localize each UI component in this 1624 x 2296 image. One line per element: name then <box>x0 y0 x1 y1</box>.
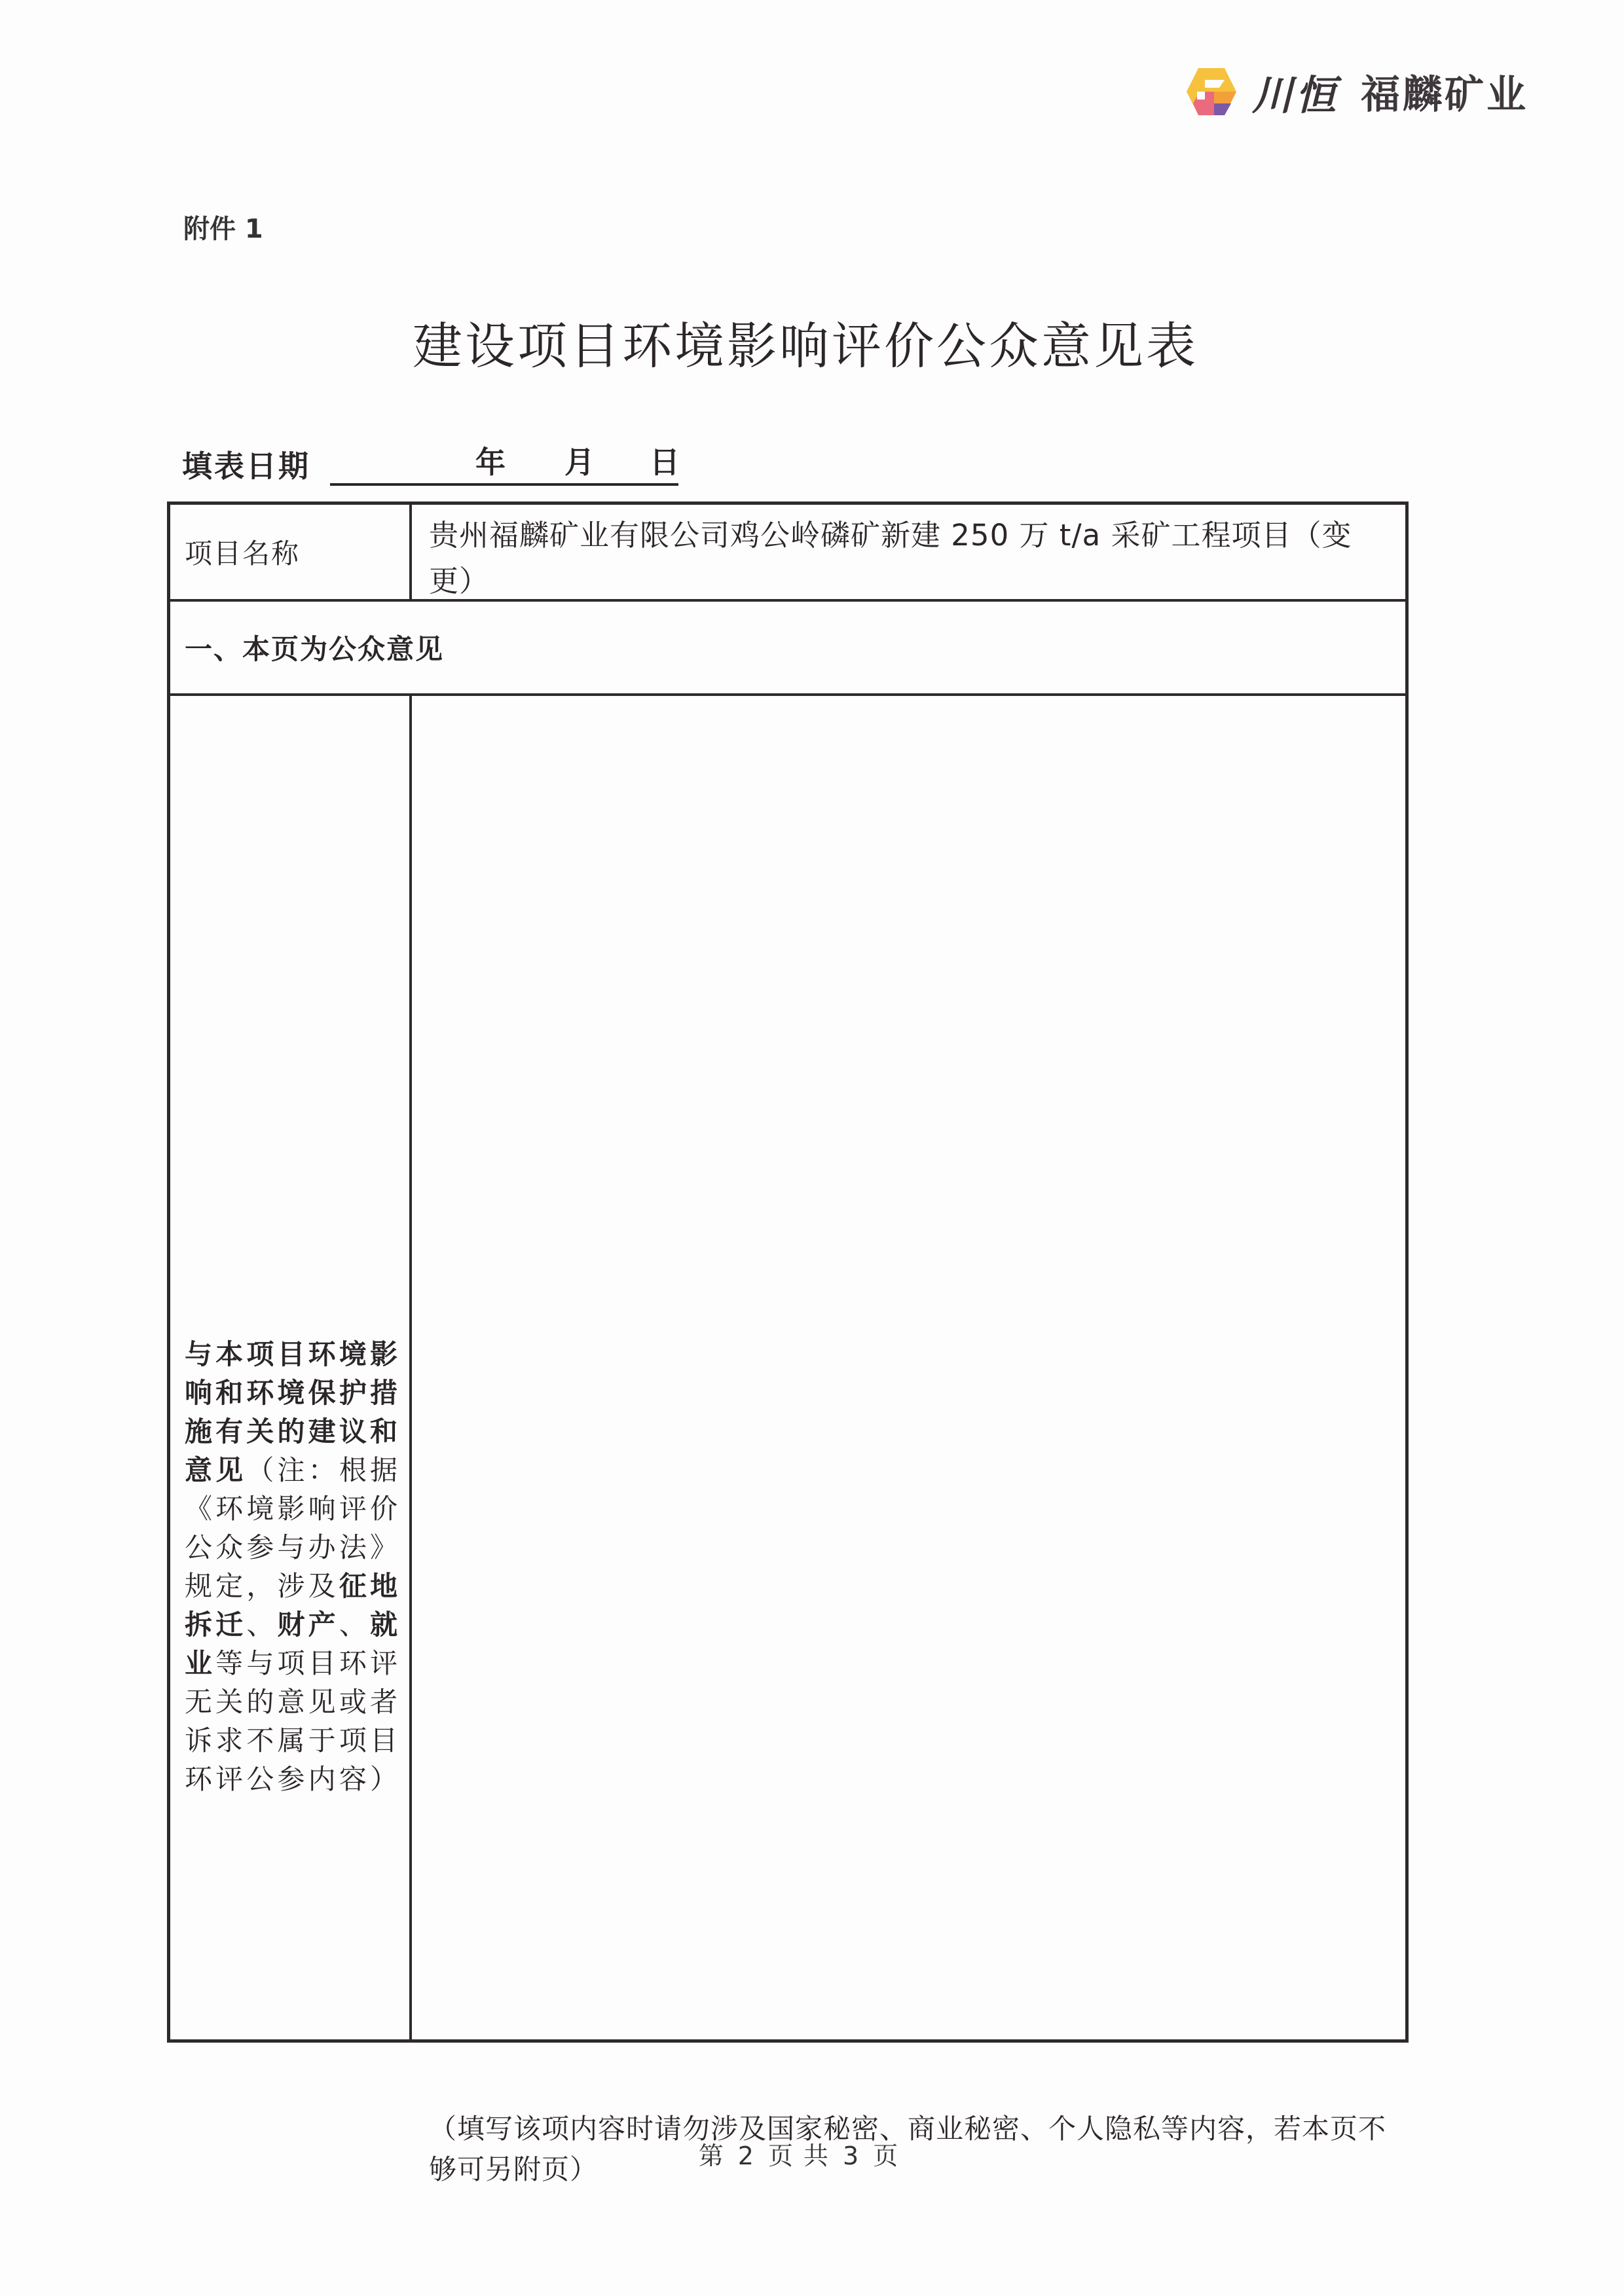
hexagon-logo-icon <box>1185 65 1238 118</box>
opinion-label-bold: 财产 <box>277 1609 339 1641</box>
month-label: 月 <box>564 445 595 480</box>
attachment-label: 附件 1 <box>183 214 263 244</box>
opinion-label-text: （注：根据 <box>246 1454 401 1486</box>
opinion-label-line: 无关的意见或者 <box>185 1686 401 1718</box>
logo-company-name: 福麟矿业 <box>1361 72 1529 118</box>
opinion-label-line: 公众参与办法》 <box>185 1531 401 1563</box>
fill-date-row <box>182 440 678 486</box>
opinion-note: （填写该项内容时请勿涉及国家秘密、商业秘密、个人隐私等内容，若本页不够可另附页） <box>429 2113 1387 2185</box>
year-label: 年 <box>475 445 506 480</box>
fill-date-label: 填表日期 <box>182 448 310 484</box>
section-heading-row <box>170 602 1405 696</box>
project-name-label: 项目名称 <box>185 538 301 570</box>
column-divider <box>409 696 412 2039</box>
opinion-label-sep: 、 <box>246 1609 278 1641</box>
opinion-label-bold: 征地 <box>339 1570 401 1602</box>
opinion-label-line: 《环境影响评价 <box>185 1493 401 1525</box>
opinion-label-bold: 拆迁 <box>185 1609 247 1641</box>
project-name-value: 贵州福麟矿业有限公司鸡公岭磷矿新建 250 万 t/a 采矿工程项目（变更） <box>429 518 1352 598</box>
page-number <box>0 2136 1624 2172</box>
opinion-label-line: 与本项目环境影 <box>185 1338 401 1370</box>
project-name-row <box>170 505 1405 602</box>
section-heading: 一、本页为公众意见 <box>185 633 445 665</box>
logo-script-text: 川恒 <box>1252 71 1339 119</box>
page-mid: 页 共 <box>767 2141 830 2170</box>
current-page: 2 <box>737 2141 755 2170</box>
company-logo <box>1185 60 1528 123</box>
opinion-label-text: 等与项目环评 <box>215 1647 401 1679</box>
opinion-label-text: 规定，涉及 <box>185 1570 339 1602</box>
page-title: 建设项目环境影响评价公众意见表 <box>413 317 1198 375</box>
opinion-label-line: 响和环境保护措 <box>185 1377 401 1409</box>
opinion-label-line: 环评公参内容） <box>185 1763 401 1795</box>
day-label: 日 <box>650 445 680 480</box>
page-suffix: 页 <box>873 2141 900 2170</box>
opinion-label-bold: 意见 <box>185 1454 247 1486</box>
opinion-label <box>185 1335 401 1798</box>
opinion-label-line: 施有关的建议和 <box>185 1415 401 1448</box>
opinion-label-bold: 就 <box>369 1609 401 1641</box>
total-pages: 3 <box>843 2141 860 2170</box>
opinion-label-line: 诉求不属于项目 <box>185 1724 401 1757</box>
opinion-input-area[interactable] <box>414 696 1405 2039</box>
opinion-label-sep: 、 <box>339 1609 370 1641</box>
fill-date-field[interactable] <box>330 444 678 486</box>
page-prefix: 第 <box>698 2141 725 2170</box>
opinion-label-bold: 业 <box>185 1647 216 1679</box>
column-divider <box>409 505 412 599</box>
